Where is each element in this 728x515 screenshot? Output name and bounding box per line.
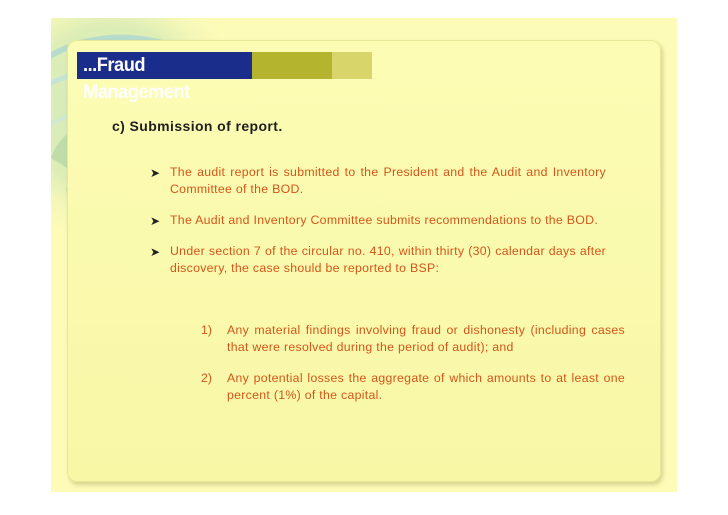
item-number: 2) xyxy=(201,371,212,385)
slide xyxy=(51,18,677,492)
title-bar xyxy=(77,52,372,103)
bullet-text: Under section 7 of the circular no. 410, within thirty (30) calendar days after discovery, the case should be reported to BSP: xyxy=(170,244,606,275)
arrowhead-bullet-icon: ➤ xyxy=(150,166,161,180)
bullet-text: The Audit and Inventory Committee submits recommendations to the BOD. xyxy=(170,213,599,227)
numbered-item xyxy=(201,322,625,356)
arrowhead-bullet-icon: ➤ xyxy=(150,214,161,228)
numbered-item xyxy=(201,370,625,404)
item-text: Any potential losses the aggregate of which amounts to at least one percent (1%) of the capital. xyxy=(227,371,625,402)
list-item xyxy=(146,212,606,229)
title-accent-block xyxy=(252,52,332,79)
list-item xyxy=(146,243,606,277)
arrowhead-bullet-icon: ➤ xyxy=(150,245,161,259)
bullet-list xyxy=(146,164,606,291)
bullet-text: The audit report is submitted to the President and the Audit and Inventory Committee of the BOD. xyxy=(170,165,606,196)
slide-title: ...Fraud Management xyxy=(77,52,252,79)
item-text: Any material findings involving fraud or dishonesty (including cases that were resolved during the period of audit); and xyxy=(227,323,625,354)
item-number: 1) xyxy=(201,323,212,337)
title-accent-block-light xyxy=(332,52,372,79)
list-item xyxy=(146,164,606,198)
section-heading: c) Submission of report. xyxy=(112,118,283,134)
numbered-sublist xyxy=(201,322,625,418)
